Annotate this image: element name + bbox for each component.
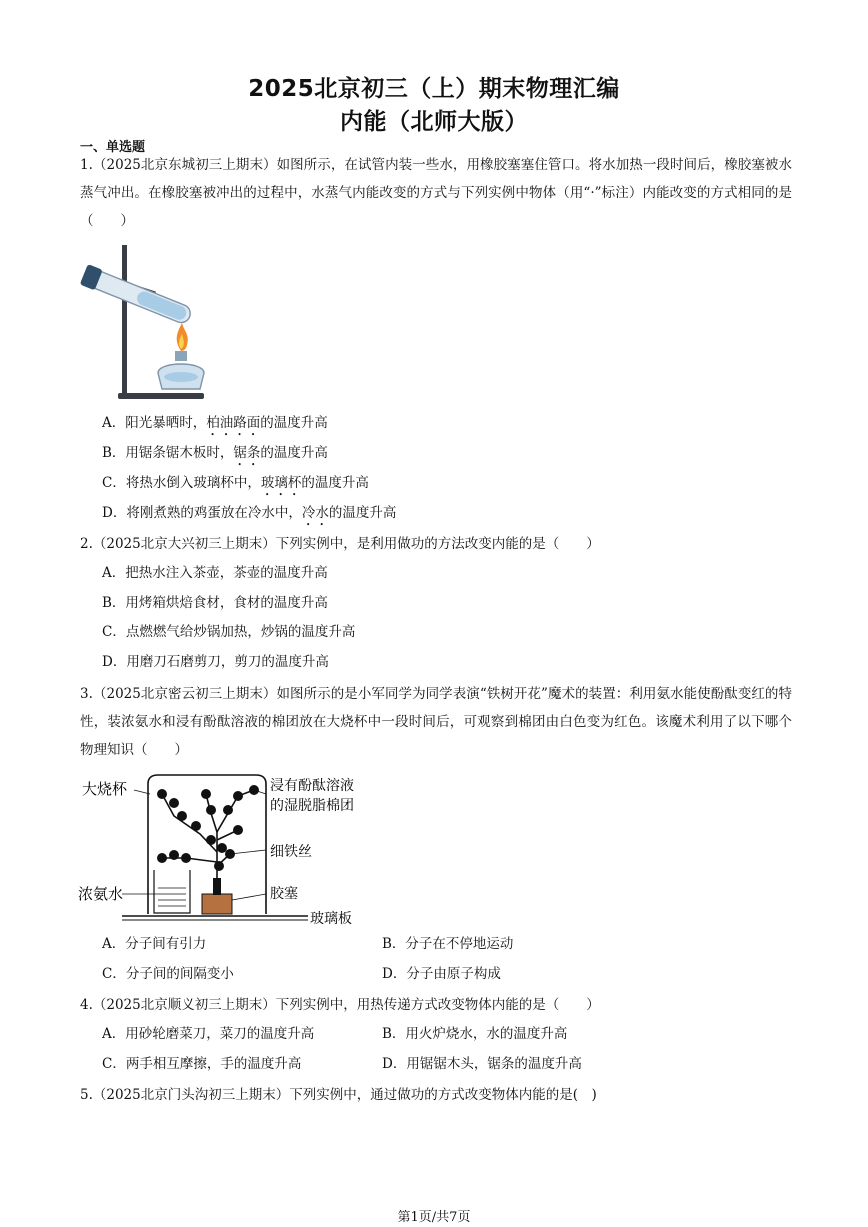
question-1-option-d [102,503,396,529]
section-heading: 一、单选题 [80,140,146,155]
option-text: D．将刚煮熟的鸡蛋放在冷水中， [102,505,302,521]
question-1-option-c [102,473,369,499]
question-2-option-c: C．点燃燃气给炒锅加热，炒锅的温度升高 [102,624,356,640]
label-big-beaker: 大烧杯 [82,780,128,798]
option-text: C．将热水倒入玻璃杯中， [102,475,261,491]
question-1-stem: 1.（2025北京东城初三上期末）如图所示，在试管内装一些水，用橡胶塞塞住管口。将水加热一段时间后，橡胶塞被水蒸气冲出。在橡胶塞被冲出的过程中，水蒸气内能改变的方式与下列实例中物体（用“·”标注）内能改变的方式相同的是（ ） [80,157,792,229]
label-stopper: 胶塞 [270,886,298,902]
question-4-option-b: B．用火炉烧水，水的温度升高 [382,1026,568,1042]
page-number: 第1页/共7页 [397,1210,471,1225]
label-ammonia: 浓氨水 [78,885,124,903]
option-text: 的温度升高 [301,475,369,491]
iron-tree-blossom-figure [78,770,378,928]
question-3-option-d: D．分子由原子构成 [382,966,501,982]
question-4-option-c: C．两手相互摩擦，手的温度升高 [102,1056,302,1072]
option-text: B．用锯条锯木板时， [102,445,234,461]
test-tube-heating-figure [78,243,213,405]
question-4-stem: 4.（2025北京顺义初三上期末）下列实例中，用热传递方式改变物体内能的是（ ） [80,997,600,1013]
question-2-option-d: D．用磨刀石磨剪刀，剪刀的温度升高 [102,654,329,670]
marked-object: 冷水 [301,505,329,521]
question-3-option-b: B．分子在不停地运动 [382,936,514,952]
question-4-option-d: D．用锯锯木头，锯条的温度升高 [382,1056,582,1072]
label-cotton-line1: 浸有酚酞溶液 [270,778,354,794]
question-1-option-b [102,443,328,469]
question-5-stem: 5.（2025北京门头沟初三上期末）下列实例中，通过做功的方式改变物体内能的是( ) [80,1087,597,1103]
question-3-stem: 3.（2025北京密云初三上期末）如图所示的是小军同学为同学表演“铁树开花”魔术的装置：利用氨水能使酚酞变红的特性，装浓氨水和浸有酚酞溶液的棉团放在大烧杯中一段时间后，可观察到棉团由白色变为红色。该魔术利用了以下哪个物理知识（ ） [80,686,792,758]
question-2-option-a: A．把热水注入茶壶，茶壶的温度升高 [102,565,328,581]
option-text: 的温度升高 [328,505,397,521]
option-text: 的温度升高 [260,415,328,431]
label-cotton-line2: 的湿脱脂棉团 [270,798,354,814]
question-3-option-c: C．分子间的间隔变小 [102,966,234,982]
option-text: A．阳光暴晒时， [102,415,207,431]
question-3-option-a: A．分子间有引力 [102,936,207,952]
page-title: 2025北京初三（上）期末物理汇编 [248,76,620,102]
question-4-option-a: A．用砂轮磨菜刀，菜刀的温度升高 [102,1026,315,1042]
question-2-option-b: B．用烤箱烘焙食材，食材的温度升高 [102,595,328,611]
question-1-option-a [102,413,328,439]
marked-object: 玻璃杯 [260,475,302,491]
marked-object: 锯条 [233,445,261,461]
page-subtitle: 内能（北师大版） [340,109,528,135]
question-2-stem: 2.（2025北京大兴初三上期末）下列实例中，是利用做功的方法改变内能的是（ ） [80,536,600,552]
label-iron-wire: 细铁丝 [270,844,312,860]
label-glass-plate: 玻璃板 [310,911,352,927]
option-text: 的温度升高 [260,445,328,461]
marked-object: 柏油路面 [206,415,261,431]
